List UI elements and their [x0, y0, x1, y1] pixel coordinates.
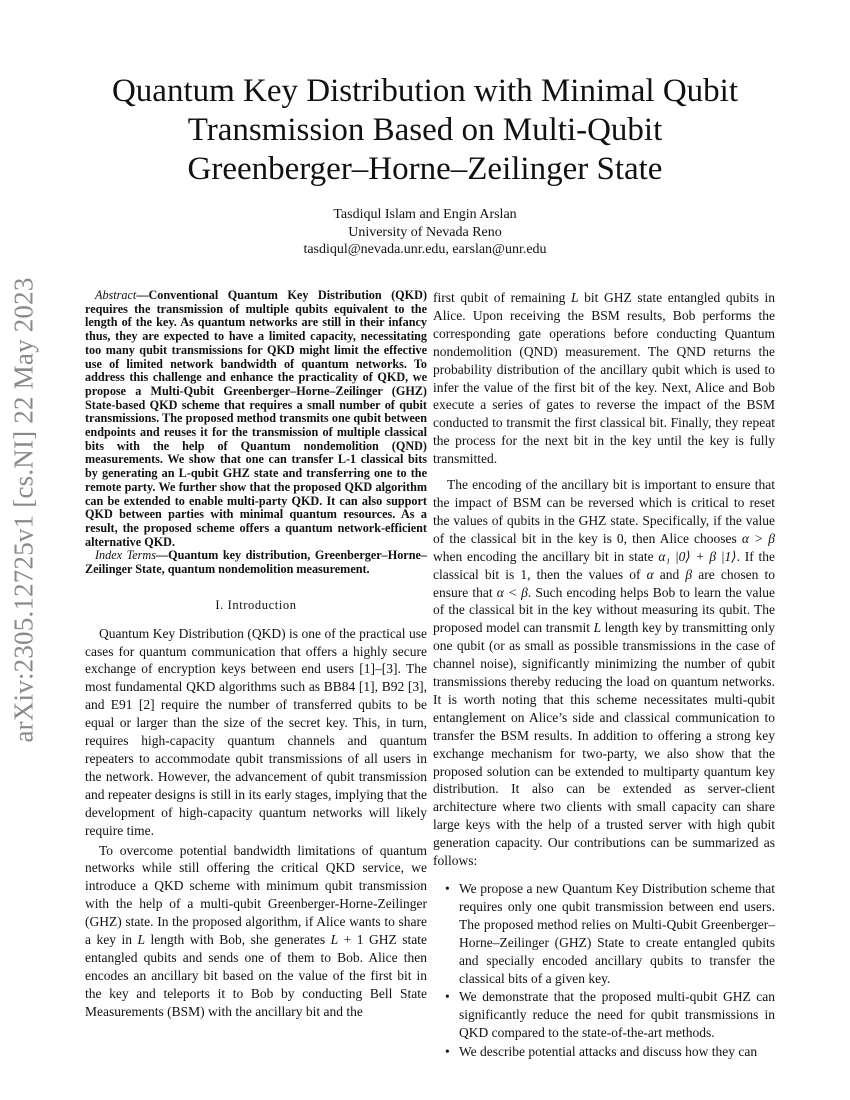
- author-affiliation: University of Nevada Reno: [348, 224, 502, 240]
- right-column: [433, 289, 775, 1062]
- title-line: Greenberger–Horne–Zeilinger State: [187, 151, 663, 187]
- arxiv-sidebar: [4, 277, 44, 743]
- intro-paragraph: To overcome potential bandwidth limitations of quantum networks while still offering the critical QKD service, we introduce a QKD scheme with minimum qubit transmission with the help of a multi-qubit Greenberger-Horne-Zeilinger (GHZ) state. In the proposed algorithm, if Alice wants to share a key in L length with Bob, she generates L + 1 GHZ state entangled qubits and sends one of them to Bob. Alice then encodes an ancillary bit based on the value of the first bit in the key and teleports it to Bob by conducting Bell State Measurements (BSM) with the ancillary bit and the: [85, 842, 427, 1019]
- title-line: Transmission Based on Multi-Qubit: [187, 112, 663, 148]
- abstract-label: Abstract: [95, 288, 137, 302]
- section-heading: I. Introduction: [215, 597, 297, 612]
- bullet-icon: •: [445, 881, 450, 896]
- contribution-list: [433, 880, 775, 1061]
- index-terms-label: Index Terms: [95, 548, 156, 563]
- arxiv-identifier: arXiv:2305.12725v1 [cs.NI] 22 May 2023: [8, 277, 39, 743]
- author-block: [80, 206, 770, 259]
- author-names: Tasdiqul Islam and Engin Arslan: [333, 207, 517, 222]
- index-terms: [85, 549, 427, 576]
- list-item: • We describe potential attacks and discuss how they can: [445, 1044, 758, 1060]
- paper-title: [80, 72, 770, 189]
- body-paragraph: The encoding of the ancillary bit is important to ensure that the impact of BSM can be reversed which is critical to reset the values of qubits in the GHZ state. Specifically, if the value of the classical bit in the key is 0, then Alice chooses α > β when encoding the ancillary bit in state α₁ |0⟩ + β |1⟩. If the classical bit is 1, then the values of α and β are chosen to ensure that α < β. Such encoding helps Bob to learn the value of the classical bit in the key without measuring its qubit. The proposed model can transmit L length key by transmitting only one qubit (or as small as possible transmissions in the case of channel noise), significantly minimizing the number of qubit transmissions thereby reducing the load on quantum networks. It is worth noting that this scheme necessitates multi-qubit entanglement on Alice’s side and classical communication to transfer the BSM results. In addition to offering a strong key exchange mechanism for two-party, we also show that the proposed solution can be extended to multiparty quantum key distribution. It also can be extended as server-client architecture where two clients with small capacity can share large keys with the help of a trusted server with high qubit generation capacity. Our contributions can be summarized as follows:: [433, 477, 776, 869]
- list-item: • We propose a new Quantum Key Distribution scheme that requires only one qubit transmission between end users. The proposed method relies on Multi-Qubit Greenberger–Horne–Zeilinger (GHZ) State to create entangled qubits and specially encoded ancillary qubits to transfer the classical bits of a given key.: [445, 881, 775, 986]
- index-terms-text: —Quantum key distribution, Greenberger–Horne–Zeilinger State, quantum nondemolition measurement.: [85, 548, 427, 577]
- title-line: Quantum Key Distribution with Minimal Qubit: [111, 73, 739, 109]
- abstract: [85, 289, 427, 549]
- author-emails: tasdiqul@nevada.unr.edu, earslan@unr.edu: [303, 242, 547, 257]
- intro-paragraph: Quantum Key Distribution (QKD) is one of the practical use cases for quantum communication that offers a highly secure exchange of encryption keys between end users [1]–[3]. The most fundamental QKD algorithms such as BB84 [1], B92 [3], and E91 [2] require the number of transferred qubits to be equal or larger than the size of the secret key. This, in turn, requires high-capacity quantum channels and quantum repeaters to accommodate qubit transmissions of all users in the network. However, the advancement of qubit transmission and repeater designs is still in its early stages, implying that the development of high-capacity quantum networks will likely require time.: [85, 625, 427, 838]
- abstract-text: —Conventional Quantum Key Distribution (QKD) requires the transmission of multiple qubits equivalent to the length of the key. As quantum networks are still in their infancy thus, they are expected to have a limited capacity, necessitating too many qubit transmissions for QKD might limit the effective use of limited network bandwidth of quantum networks. To address this challenge and enhance the practicality of QKD, we propose a Multi-Qubit Greenberger–Horne–Zeilinger (GHZ) State-based QKD scheme that requires a small number of qubit transmissions. The proposed method transmits one qubit between endpoints and reuses it for the transmission of multiple classical bits with the help of Quantum nondemolition (QND) measurements. We show that one can transfer L-1 classical bits by generating an L-qubit GHZ state and transferring one to the remote party. We further show that the proposed QKD algorithm can be extended to enable multi-party QKD. It can also support QKD between parties with minimal quantum resources. As a result, the proposed scheme offers a quantum network-efficient alternative QKD.: [85, 288, 427, 549]
- body-paragraph: first qubit of remaining L bit GHZ state entangled qubits in Alice. Upon receiving the BSM results, Bob performs the corresponding gate operations before conducting Quantum nondemolition (QND) measurement. The QND returns the probability distribution of the ancillary qubit which is used to infer the value of the first bit of the key. Next, Alice and Bob execute a series of gates to reverse the impact of the BSM conducted to transmit the first classical bit. Finally, they repeat the process for the next bit in the key until the key is fully transmitted.: [433, 290, 776, 467]
- list-item: • We demonstrate that the proposed multi-qubit GHZ can significantly reduce the need for qubit transmissions in QKD compared to the state-of-the-art methods.: [445, 989, 775, 1041]
- bullet-icon: •: [445, 989, 450, 1005]
- bullet-icon: •: [445, 1044, 450, 1060]
- left-column: [85, 289, 427, 1021]
